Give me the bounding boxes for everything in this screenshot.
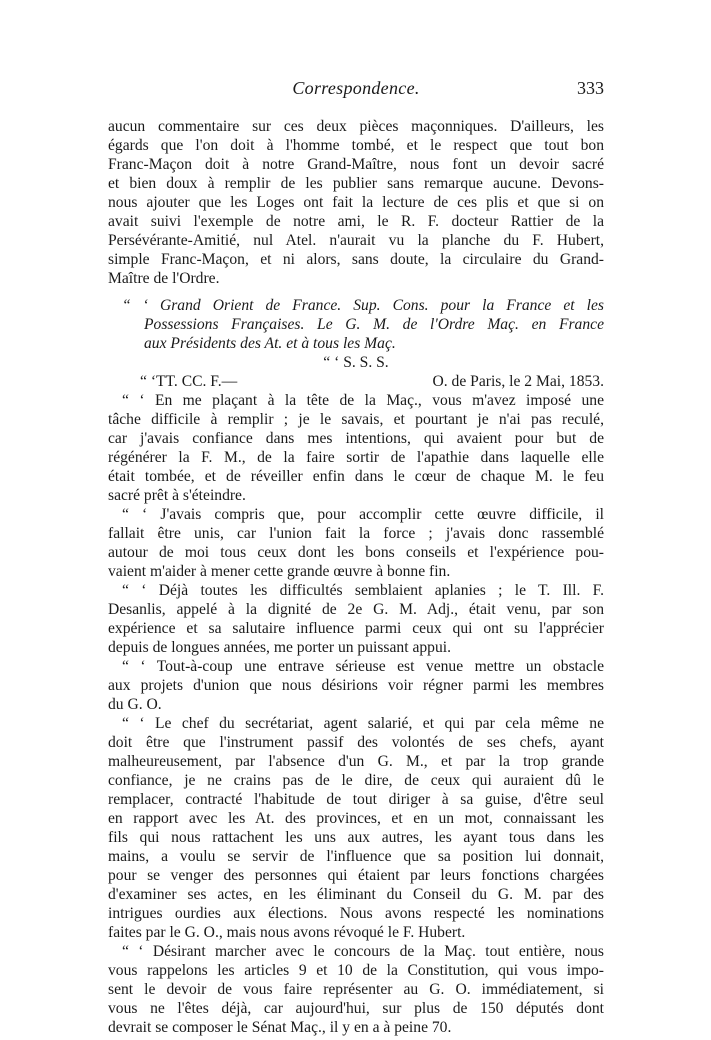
heading-line: “ ‘ Grand Orient de France. Sup. Cons. pour la France et les (122, 297, 604, 314)
text-line: sent le devoir de vous faire représenter au G. O. immédiatement, si (108, 981, 604, 998)
text-line: mains, a voulu se servir de l'influence que sa position lui donnait, (108, 848, 604, 865)
text-line: remplacer, contracté l'habitude de tout diriger à sa guise, d'être seul (108, 791, 604, 808)
paragraph (108, 942, 604, 1037)
paragraph (108, 505, 604, 581)
page-header (108, 78, 604, 100)
text-line: était tombée, et de réveiller enfin dans le cœur de chaque M. le feu (108, 468, 604, 485)
text-line: fils qui nous rattachent les uns aux autres, les ayant tous dans les (108, 829, 604, 846)
text-line: malheureusement, par l'absence d'un G. M., et par la trop grande (108, 753, 604, 770)
text-line: Franc-Maçon doit à notre Grand-Maître, nous font un devoir sacré (108, 156, 604, 173)
letter-heading (108, 296, 604, 353)
text-line: “ ‘ Le chef du secrétariat, agent salarié, et qui par cela même ne (122, 715, 604, 732)
text-line: vaient m'aider à mener cette grande œuvre à bonne fin. (108, 563, 451, 580)
page-number: 333 (577, 78, 604, 98)
running-head: Correspondence. (292, 78, 420, 98)
paragraph (108, 117, 604, 288)
text-line: doit être que l'instrument passif des volontés de ses chefs, ayant (108, 734, 604, 751)
text-line: fallait être unis, car l'union fait la force ; j'avais donc rassemblé (108, 525, 604, 542)
text-line: simple Franc-Maçon, et ni alors, sans doute, la circulaire du Grand- (108, 251, 604, 268)
paragraph (108, 391, 604, 505)
dateline (108, 372, 604, 391)
text-line: vous ne l'êtes déjà, car aujourd'hui, sur plus de 150 députés dont (108, 1000, 604, 1017)
text-line: depuis de longues années, me porter un puissant appui. (108, 639, 451, 656)
text-line: régénérer la F. M., de la faire sortir de l'apathie dans laquelle elle (108, 449, 604, 466)
text-line: tâche difficile à remplir ; je le savais, et pourtant je n'ai pas reculé, (108, 411, 604, 428)
text-line: devrait se composer le Sénat Maç., il y en a à peine 70. (108, 1019, 452, 1036)
text-line: Persévérante-Amitié, nul Atel. n'aurait vu la planche du F. Hubert, (108, 232, 604, 249)
text-line: pour se venger des personnes qui étaient par leurs fonctions chargées (108, 867, 604, 884)
text-line: expérience et sa salutaire influence parmi ceux qui ont su l'apprécier (108, 620, 604, 637)
text-line: Maître de l'Ordre. (108, 270, 220, 287)
heading-line: Possessions Françaises. Le G. M. de l'Ordre Maç. en France (144, 316, 604, 333)
text-line: en rapport avec les At. des provinces, et en un mot, connaissant les (108, 810, 604, 827)
salutation: “ ‘ S. S. S. (323, 354, 389, 371)
dateline-place-date: O. de Paris, le 2 Mai, 1853. (432, 373, 604, 390)
text-line: d'examiner ses actes, en les éliminant du Conseil du G. M. par des (108, 886, 604, 903)
text-line: “ ‘ En me plaçant à la tête de la Maç., vous m'avez imposé une (122, 392, 604, 409)
text-line: “ ‘ Tout-à-coup une entrave sérieuse est venue mettre un obstacle (122, 658, 604, 675)
text-line: nous ajouter que les Loges ont fait la lecture de ces plis et que si on (108, 194, 604, 211)
text-line: du G. O. (108, 696, 162, 713)
body-text (108, 117, 604, 1037)
text-line: égards que l'on doit à l'homme tombé, et le respect que tout bon (108, 137, 604, 154)
paragraph (108, 581, 604, 657)
dateline-greeting: “ ‘TT. CC. F.— (140, 373, 238, 390)
text-line: Desanlis, appelé à la dignité de 2e G. M. Adj., était venu, par son (108, 601, 604, 618)
text-line: confiance, je ne crains pas de le dire, de ceux qui auraient dû le (108, 772, 604, 789)
text-line: sacré prêt à s'éteindre. (108, 487, 246, 504)
text-line: faites par le G. O., mais nous avons révoqué le F. Hubert. (108, 924, 466, 941)
text-line: avait suivi l'exemple de notre ami, le R. F. docteur Rattier de la (108, 213, 604, 230)
text-line: vous rappelons les articles 9 et 10 de la Constitution, qui vous impo- (108, 962, 604, 979)
paragraph (108, 657, 604, 714)
text-line: “ ‘ Désirant marcher avec le concours de la Maç. tout entière, nous (122, 943, 604, 960)
paragraph (108, 714, 604, 942)
text-line: “ ‘ J'avais compris que, pour accomplir cette œuvre difficile, il (122, 506, 604, 523)
text-line: car j'avais confiance dans mes intentions, qui avaient pour but de (108, 430, 604, 447)
text-line: et bien doux à remplir de les publier sans remarque aucune. Devons- (108, 175, 604, 192)
text-line: “ ‘ Déjà toutes les difficultés semblaient aplanies ; le T. Ill. F. (122, 582, 604, 599)
text-line: intrigues ourdies aux élections. Nous avons respecté les nominations (108, 905, 604, 922)
text-line: autour de moi tous ceux dont les bons conseils et l'expérience pou- (108, 544, 604, 561)
text-line: aux projets d'union que nous désirions voir régner parmi les membres (108, 677, 604, 694)
heading-line: aux Présidents des At. et à tous les Maç. (144, 335, 396, 352)
text-line: aucun commentaire sur ces deux pièces maçonniques. D'ailleurs, les (108, 118, 604, 135)
